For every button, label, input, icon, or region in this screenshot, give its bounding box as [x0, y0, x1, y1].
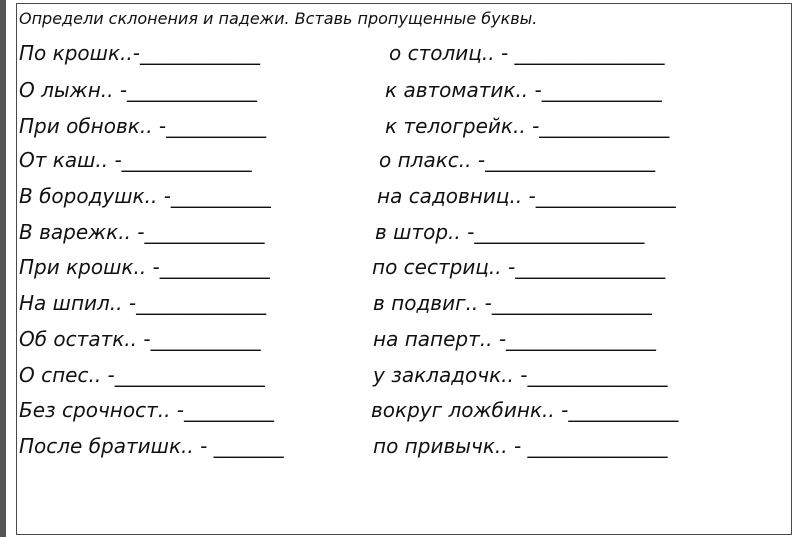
exercise-left: На шпил.. -_____________: [19, 291, 267, 315]
exercise-left: Без срочност.. -_________: [19, 398, 275, 422]
exercise-right: о столиц.. - _______________: [389, 41, 665, 65]
exercise-left: При крошк.. -___________: [19, 255, 270, 279]
exercise-right: по привычк.. - ______________: [373, 434, 668, 458]
exercise-left: От каш.. -_____________: [19, 148, 252, 172]
exercise-right: по сестриц.. -_______________: [372, 255, 666, 279]
exercise-right: к телогрейк.. -_____________: [385, 114, 670, 138]
exercise-right: вокруг ложбинк.. -___________: [371, 398, 679, 422]
instruction-text: Определи склонения и падежи. Вставь пропущенные буквы.: [19, 9, 538, 28]
exercise-left: В бородушк.. -__________: [19, 184, 271, 208]
exercise-right: в подвиг.. -________________: [373, 291, 652, 315]
exercise-left: По крошк..-____________: [19, 41, 260, 65]
exercise-right: на садовниц.. -______________: [377, 184, 676, 208]
exercise-right: к автоматик.. -____________: [385, 78, 662, 102]
exercise-left: Об остатк.. -___________: [19, 327, 261, 351]
exercise-left: О спес.. -_______________: [19, 363, 265, 387]
exercise-right: в штор.. -_________________: [375, 220, 645, 244]
exercise-right: на паперт.. -_______________: [373, 327, 657, 351]
left-edge-strip: [0, 0, 6, 537]
exercise-left: После братишк.. - _______: [19, 434, 284, 458]
exercise-right: у закладочк.. -______________: [373, 363, 668, 387]
exercise-left: В варежк.. -____________: [19, 220, 265, 244]
exercise-right: о плакс.. -_________________: [379, 148, 656, 172]
worksheet: [16, 3, 792, 535]
exercise-left: При обновк.. -__________: [19, 114, 267, 138]
exercise-left: О лыжн.. -_____________: [19, 78, 258, 102]
